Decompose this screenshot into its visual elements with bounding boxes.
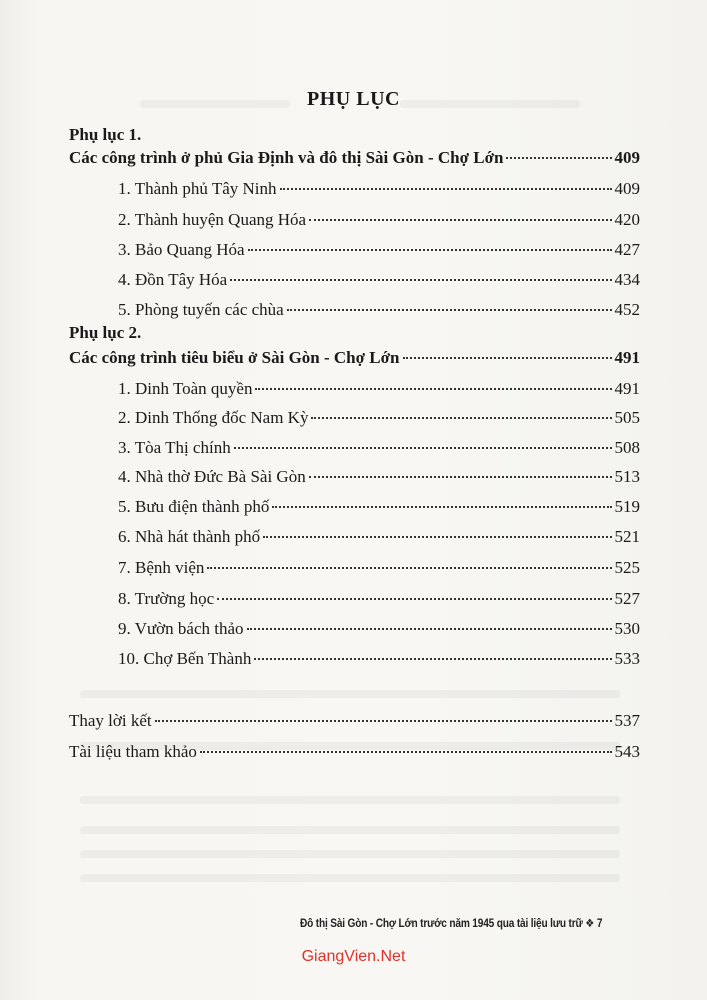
toc-entry-title: Thay lời kết bbox=[69, 711, 152, 730]
toc-row[interactable] bbox=[118, 178, 640, 200]
dot-leader bbox=[309, 476, 612, 478]
dot-leader bbox=[255, 388, 611, 390]
toc-page-number: 427 bbox=[614, 240, 640, 259]
toc-page-number: 519 bbox=[614, 497, 640, 516]
toc-entry-title: 8. Trường học bbox=[118, 589, 215, 608]
toc-entry-title: Các công trình ở phủ Gia Định và đô thị Sài Gòn - Chợ Lớn bbox=[69, 148, 504, 167]
toc-page-number: 434 bbox=[614, 270, 640, 289]
toc-row[interactable] bbox=[118, 378, 640, 400]
dot-leader bbox=[287, 309, 612, 311]
toc-page-number: 537 bbox=[614, 711, 640, 730]
section-1-title-row[interactable] bbox=[69, 147, 640, 169]
toc-entry-title: 4. Đồn Tây Hóa bbox=[118, 270, 228, 289]
toc-row[interactable] bbox=[118, 407, 640, 429]
toc-row[interactable] bbox=[118, 239, 640, 261]
toc-page-number: 491 bbox=[614, 348, 640, 367]
page-heading: PHỤ LỤC bbox=[307, 88, 400, 110]
dot-leader bbox=[254, 658, 611, 660]
toc-row[interactable] bbox=[118, 648, 640, 670]
toc-entry-title: 5. Phòng tuyến các chùa bbox=[118, 300, 284, 319]
dot-leader bbox=[280, 188, 612, 190]
toc-page-number: 527 bbox=[614, 589, 640, 608]
toc-entry-title: 1. Dinh Toàn quyền bbox=[118, 379, 253, 398]
toc-entry-title: 10. Chợ Bến Thành bbox=[118, 649, 252, 668]
dot-leader bbox=[247, 628, 612, 630]
toc-page-number: 420 bbox=[614, 210, 640, 229]
running-footer: Đô thị Sài Gòn - Chợ Lớn trước năm 1945 qua tài liệu lưu trữ ❖ 7 bbox=[300, 918, 603, 930]
toc-page-number: 505 bbox=[614, 408, 640, 427]
dot-leader bbox=[230, 279, 611, 281]
toc-entry-title: Tài liệu tham khảo bbox=[69, 742, 197, 761]
toc-page-number: 409 bbox=[614, 148, 640, 167]
toc-entry-title: 2. Dinh Thống đốc Nam Kỳ bbox=[118, 408, 309, 427]
toc-page-number: 543 bbox=[614, 742, 640, 761]
dot-leader bbox=[248, 249, 612, 251]
dot-leader bbox=[272, 506, 611, 508]
toc-entry-title: 4. Nhà thờ Đức Bà Sài Gòn bbox=[118, 467, 306, 486]
toc-page-number: 508 bbox=[614, 438, 640, 457]
dot-leader bbox=[207, 567, 611, 569]
toc-page-number: 409 bbox=[614, 179, 640, 198]
toc-row[interactable] bbox=[118, 299, 640, 321]
dot-leader bbox=[234, 447, 612, 449]
section-2-title-row[interactable] bbox=[69, 347, 640, 369]
site-watermark: GiangVien.Net bbox=[301, 948, 406, 965]
toc-row[interactable] bbox=[118, 526, 640, 548]
dot-leader bbox=[155, 720, 612, 722]
toc-entry-title: 6. Nhà hát thành phố bbox=[118, 527, 261, 546]
toc-row-references[interactable] bbox=[69, 741, 640, 763]
toc-page-number: 533 bbox=[614, 649, 640, 668]
dot-leader bbox=[200, 751, 612, 753]
toc-page-number: 525 bbox=[614, 558, 640, 577]
section-1-label: Phụ lục 1. bbox=[69, 125, 142, 144]
dot-leader bbox=[309, 219, 611, 221]
dot-leader bbox=[403, 357, 612, 359]
toc-entry-title: 9. Vườn bách thảo bbox=[118, 619, 244, 638]
section-2-label: Phụ lục 2. bbox=[69, 323, 142, 342]
dot-leader bbox=[311, 417, 611, 419]
toc-row[interactable] bbox=[118, 496, 640, 518]
toc-row-closing[interactable] bbox=[69, 710, 640, 732]
toc-row[interactable] bbox=[118, 466, 640, 488]
toc-page-number: 530 bbox=[614, 619, 640, 638]
toc-row[interactable] bbox=[118, 269, 640, 291]
dot-leader bbox=[263, 536, 611, 538]
toc-page-number: 491 bbox=[614, 379, 640, 398]
toc-entry-title: 3. Tòa Thị chính bbox=[118, 438, 231, 457]
toc-entry-title: Các công trình tiêu biểu ở Sài Gòn - Chợ Lớn bbox=[69, 348, 400, 367]
toc-row[interactable] bbox=[118, 437, 640, 459]
toc-row[interactable] bbox=[118, 209, 640, 231]
toc-entry-title: 1. Thành phủ Tây Ninh bbox=[118, 179, 277, 198]
toc-page-number: 452 bbox=[614, 300, 640, 319]
toc-entry-title: 2. Thành huyện Quang Hóa bbox=[118, 210, 307, 229]
toc-page-number: 513 bbox=[614, 467, 640, 486]
toc-row[interactable] bbox=[118, 557, 640, 579]
toc-entry-title: 7. Bệnh viện bbox=[118, 558, 205, 577]
toc-entry-title: 5. Bưu điện thành phố bbox=[118, 497, 270, 516]
toc-row[interactable] bbox=[118, 618, 640, 640]
toc-row[interactable] bbox=[118, 588, 640, 610]
toc-page-number: 521 bbox=[614, 527, 640, 546]
dot-leader bbox=[217, 598, 611, 600]
toc-entry-title: 3. Bảo Quang Hóa bbox=[118, 240, 245, 259]
dot-leader bbox=[506, 157, 611, 159]
